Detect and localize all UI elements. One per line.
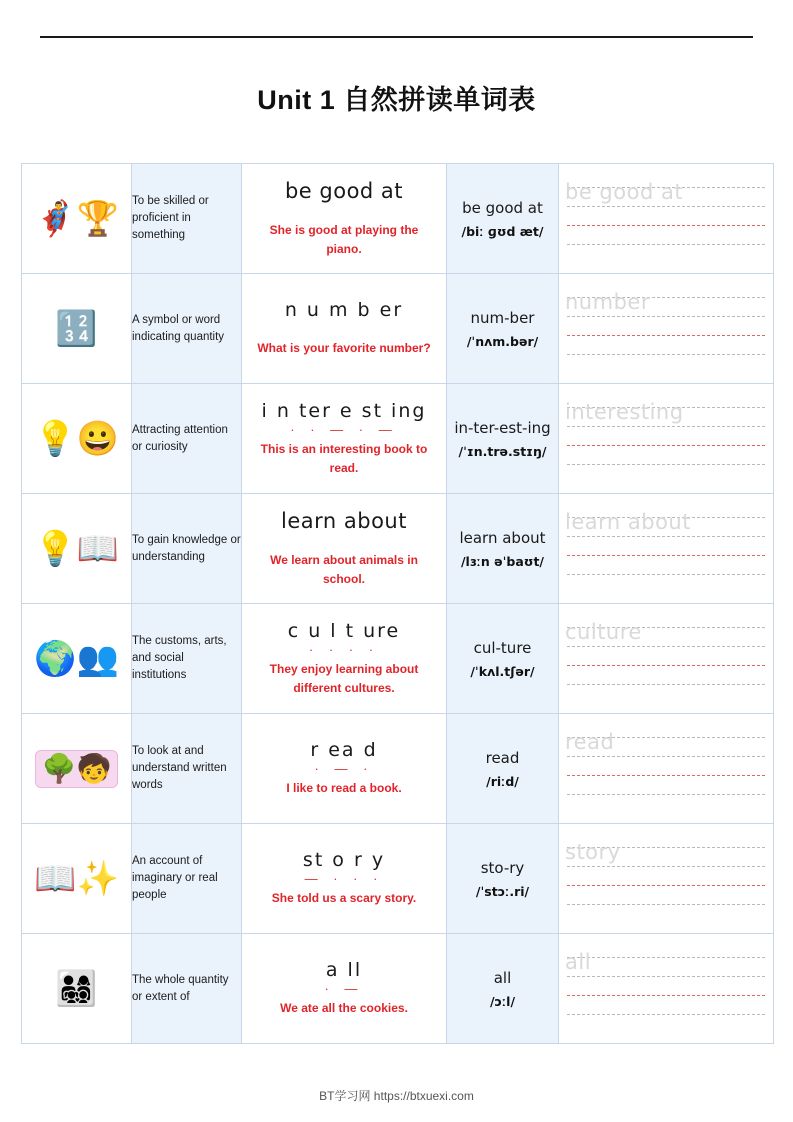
row-phonics-cell (242, 604, 447, 714)
illustration-frame (35, 750, 119, 788)
illustration-icon: 👨‍👩‍👧‍👦 (55, 969, 98, 1008)
phonics-word: st o r y (302, 849, 386, 872)
tracing-guide-lines (567, 957, 765, 1015)
table-row (22, 824, 774, 934)
tracing-ghost-word: culture (565, 619, 642, 644)
syllable-split: read (485, 748, 520, 767)
row-image-cell (22, 934, 132, 1044)
row-definition: To look at and understand written words (132, 714, 242, 824)
row-phonics-cell (242, 714, 447, 824)
example-sentence: I like to read a book. (286, 781, 402, 796)
tracing-area[interactable] (559, 941, 773, 1037)
syllable-split: all (493, 968, 512, 987)
illustration-icon: 💡😀 (34, 419, 119, 458)
phonics-marks: · — · (314, 761, 374, 777)
row-definition: To gain knowledge or understanding (132, 494, 242, 604)
row-tracing-cell[interactable] (559, 714, 774, 824)
table-row (22, 274, 774, 384)
syllable-split: be good at (462, 198, 543, 217)
row-syllable-cell (447, 714, 559, 824)
row-syllable-cell (447, 824, 559, 934)
tracing-ghost-word: all (565, 949, 592, 974)
tracing-area[interactable] (559, 831, 773, 927)
example-sentence: What is your favorite number? (257, 341, 431, 356)
row-definition: Attracting attention or curiosity (132, 384, 242, 494)
ipa-transcription: /lɜːn əˈbaʊt/ (460, 553, 544, 569)
syllable-split: in-ter-est-ing (454, 418, 551, 437)
tracing-area[interactable] (559, 391, 773, 487)
phonics-marks (242, 535, 446, 547)
row-phonics-cell (242, 384, 447, 494)
ipa-transcription: /biː ɡʊd æt/ (461, 223, 544, 239)
row-image-cell (22, 164, 132, 274)
illustration-icon: 🌍👥 (34, 639, 119, 678)
header-rule (40, 36, 753, 38)
tracing-ghost-word: number (565, 289, 650, 314)
example-sentence: We learn about animals in school. (270, 552, 418, 586)
row-phonics-cell (242, 824, 447, 934)
example-sentence: They enjoy learning about different cultures. (269, 661, 419, 695)
row-phonics-cell (242, 274, 447, 384)
illustration-icon: 🦸‍♂️🏆 (34, 199, 119, 238)
illustration-icon: 🔢 (55, 309, 98, 348)
row-definition: An account of imaginary or real people (132, 824, 242, 934)
row-tracing-cell[interactable] (559, 494, 774, 604)
phonics-marks: · — (324, 981, 364, 997)
row-tracing-cell[interactable] (559, 164, 774, 274)
tracing-area[interactable] (559, 171, 773, 267)
word-table-body (22, 164, 774, 1044)
tracing-ghost-word: learn about (565, 509, 691, 534)
table-row (22, 164, 774, 274)
row-definition: To be skilled or proficient in something (132, 164, 242, 274)
ipa-transcription: /ˈkʌl.tʃər/ (470, 663, 535, 679)
word-table-container (21, 163, 773, 1044)
row-tracing-cell[interactable] (559, 824, 774, 934)
phonics-word: c u l t ure (287, 619, 401, 642)
phonics-word: learn about (281, 508, 407, 533)
example-sentence: She is good at playing the piano. (269, 222, 419, 256)
row-tracing-cell[interactable] (559, 384, 774, 494)
ipa-transcription: /ɔːl/ (489, 993, 516, 1009)
phonics-marks (242, 205, 446, 217)
table-row (22, 384, 774, 494)
row-phonics-cell (242, 164, 447, 274)
example-sentence: We ate all the cookies. (280, 1001, 408, 1016)
phonics-marks: · · — · — (290, 421, 398, 437)
row-image-cell (22, 384, 132, 494)
row-image-cell (22, 604, 132, 714)
phonics-word: i n ter e st ing (261, 399, 427, 422)
ipa-transcription: /ˈnʌm.bər/ (466, 333, 539, 349)
row-syllable-cell (447, 494, 559, 604)
table-row (22, 714, 774, 824)
row-phonics-cell (242, 934, 447, 1044)
row-image-cell (22, 274, 132, 384)
phonics-word: n u m b er (284, 299, 404, 322)
row-syllable-cell (447, 934, 559, 1044)
tracing-area[interactable] (559, 281, 773, 377)
syllable-split: num-ber (470, 308, 535, 327)
row-definition: The whole quantity or extent of (132, 934, 242, 1044)
row-syllable-cell (447, 384, 559, 494)
row-definition: The customs, arts, and social institutions (132, 604, 242, 714)
illustration-icon: 💡📖 (34, 529, 119, 568)
footer-watermark: BT学习网 https://btxuexi.com (319, 1089, 474, 1103)
syllable-split: learn about (459, 528, 546, 547)
ipa-transcription: /ˈɪn.trə.stɪŋ/ (458, 443, 547, 459)
row-image-cell (22, 714, 132, 824)
table-row (22, 934, 774, 1044)
tracing-ghost-word: story (565, 839, 621, 864)
ipa-transcription: /riːd/ (486, 773, 519, 789)
phonics-word: be good at (284, 178, 404, 203)
page-title: Unit 1 自然拼读单词表 (257, 85, 536, 115)
tracing-area[interactable] (559, 721, 773, 817)
tracing-area[interactable] (559, 611, 773, 707)
row-image-cell (22, 494, 132, 604)
phonics-marks: — · · · (304, 871, 384, 887)
phonics-marks (242, 323, 446, 335)
table-row (22, 494, 774, 604)
illustration-icon: 🌳🧒 (41, 752, 112, 784)
syllable-split: sto-ry (480, 858, 525, 877)
tracing-ghost-word: interesting (565, 399, 684, 424)
row-image-cell (22, 824, 132, 934)
word-table (21, 163, 774, 1044)
phonics-marks: · · · · (308, 641, 380, 657)
row-syllable-cell (447, 604, 559, 714)
row-syllable-cell (447, 164, 559, 274)
table-row (22, 604, 774, 714)
row-tracing-cell[interactable] (559, 274, 774, 384)
example-sentence: This is an interesting book to read. (260, 441, 428, 475)
row-phonics-cell (242, 494, 447, 604)
ipa-transcription: /ˈstɔː.ri/ (475, 883, 530, 899)
illustration-icon: 📖✨ (34, 859, 119, 898)
phonics-word: a ll (325, 959, 363, 982)
row-tracing-cell[interactable] (559, 934, 774, 1044)
row-definition: A symbol or word indicating quantity (132, 274, 242, 384)
example-sentence: She told us a scary story. (271, 891, 417, 906)
phonics-word: r ea d (310, 739, 378, 762)
syllable-split: cul-ture (473, 638, 532, 657)
tracing-ghost-word: be good at (565, 179, 684, 204)
tracing-area[interactable] (559, 501, 773, 597)
row-tracing-cell[interactable] (559, 604, 774, 714)
tracing-ghost-word: read (565, 729, 615, 754)
row-syllable-cell (447, 274, 559, 384)
